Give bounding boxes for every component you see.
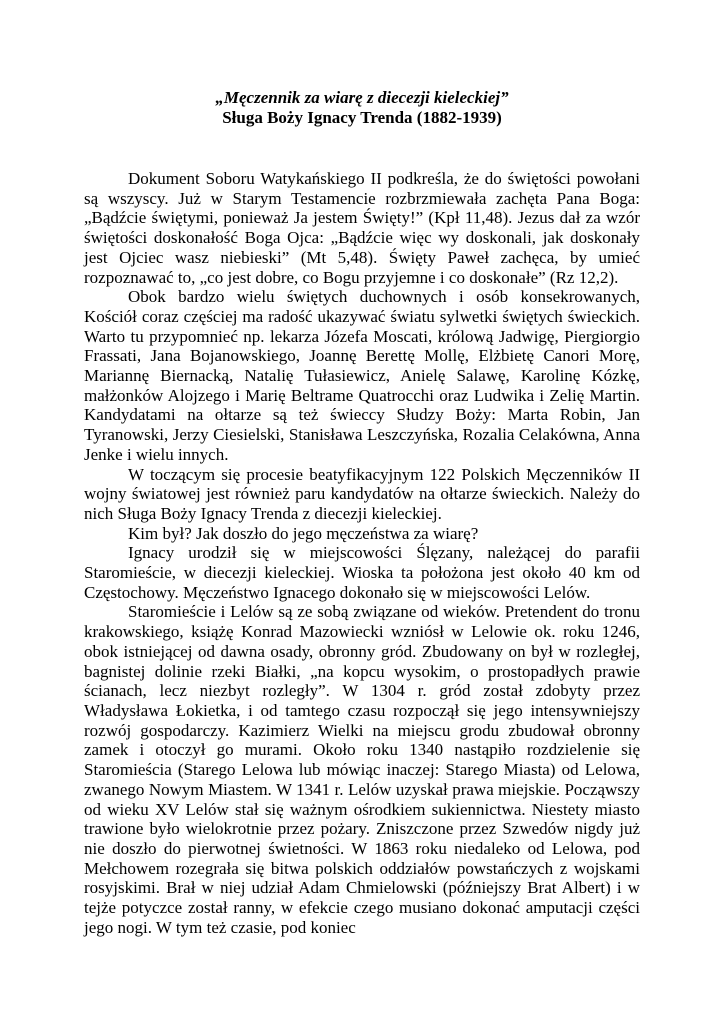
paragraph: Obok bardzo wielu świętych duchownych i osób konsekrowanych, Kościół coraz częściej ma radość ukazywać światu sylwetki świętych świeckich. Warto tu przypomnieć np. lekarza Józefa Moscati, królową Jadwigę, Piergiorgio Frassati, Jana Bojanowskiego, Joannę Berettę Mollę, Elżbietę Canori Morę, Mariannę Biernacką, Natalię Tułasiewicz, Anielę Salawę, Karolinę Kózkę, małżonków Alojzego i Marię Beltrame Quatrocchi oraz Ludwika i Zelię Martin. Kandydatami na ołtarze są też świeccy Słudzy Boży: Marta Robin, Jan Tyranowski, Jerzy Ciesielski, Stanisława Leszczyńska, Rozalia Celakówna, Anna Jenke i wielu innych. xyxy=(84,287,640,464)
paragraph: Kim był? Jak doszło do jego męczeństwa za wiarę? xyxy=(128,523,479,543)
paragraph: W toczącym się procesie beatyfikacyjnym 122 Polskich Męczenników II wojny światowej jest również paru kandydatów na ołtarze świeckich. Należy do nich Sługa Boży Ignacy Trenda z diecezji kieleckiej. xyxy=(84,464,640,523)
paragraph: Dokument Soboru Watykańskiego II podkreśla, że do świętości powołani są wszyscy. Już w Starym Testamencie rozbrzmiewała zachęta Pana Boga: „Bądźcie świętymi, ponieważ Ja jestem Święty!” (Kpł 11,48). Jezus dał za wzór świętości doskonałość Boga Ojca: „Bądźcie więc wy doskonali, jak doskonały jest Ojciec wasz niebieski” (Mt 5,48). Święty Paweł zachęca, by umieć rozpoznawać to, „co jest dobre, co Bogu przyjemne i co doskonałe” (Rz 12,2). xyxy=(84,169,640,287)
document-body xyxy=(84,169,640,937)
document-page xyxy=(84,88,640,937)
document-subtitle: Sługa Boży Ignacy Trenda (1882-1939) xyxy=(222,108,502,127)
paragraph: Staromieście i Lelów są ze sobą związane od wieków. Pretendent do tronu krakowskiego, książę Konrad Mazowiecki wzniósł w Lelowie ok. roku 1246, obok istniejącej od dawna osady, obronny gród. Zbudowany on był w rozległej, bagnistej dolinie rzeki Białki, „na kopcu wysokim, o prostopadłych prawie ścianach, lecz niezbyt rozległy”. W 1304 r. gród został zdobyty przez Władysława Łokietka, i od tamtego czasu rozpoczął się jego intensywniejszy rozwój gospodarczy. Kazimierz Wielki na miejscu grodu zbudował obronny zamek i otoczył go murami. Około roku 1340 nastąpiło rozdzielenie się Staromieścia (Starego Lelowa lub mówiąc inaczej: Starego Miasta) od Lelowa, zwanego Nowym Miastem. W 1341 r. Lelów uzyskał prawa miejskie. Począwszy od wieku XV Lelów stał się ważnym ośrodkiem sukiennictwa. Niestety miasto trawione było wielokrotnie przez pożary. Zniszczone przez Szwedów nigdy już nie doszło do pierwotnej świetności. W 1863 roku niedaleko od Lelowa, pod Mełchowem rozegrała się bitwa polskich oddziałów powstańczych z wojskami rosyjskimi. Brał w niej udział Adam Chmielowski (późniejszy Brat Albert) i w tejże potyczce został ranny, w efekcie czego musiano dokonać amputacji części jego nogi. W tym też czasie, pod koniec xyxy=(84,602,640,937)
document-title: „Męczennik za wiarę z diecezji kieleckiej” xyxy=(215,88,509,107)
paragraph: Ignacy urodził się w miejscowości Ślęzany, należącej do parafii Staromieście, w diecezji kieleckiej. Wioska ta położona jest około 40 km od Częstochowy. Męczeństwo Ignacego dokonało się w miejscowości Lelów. xyxy=(84,543,640,602)
